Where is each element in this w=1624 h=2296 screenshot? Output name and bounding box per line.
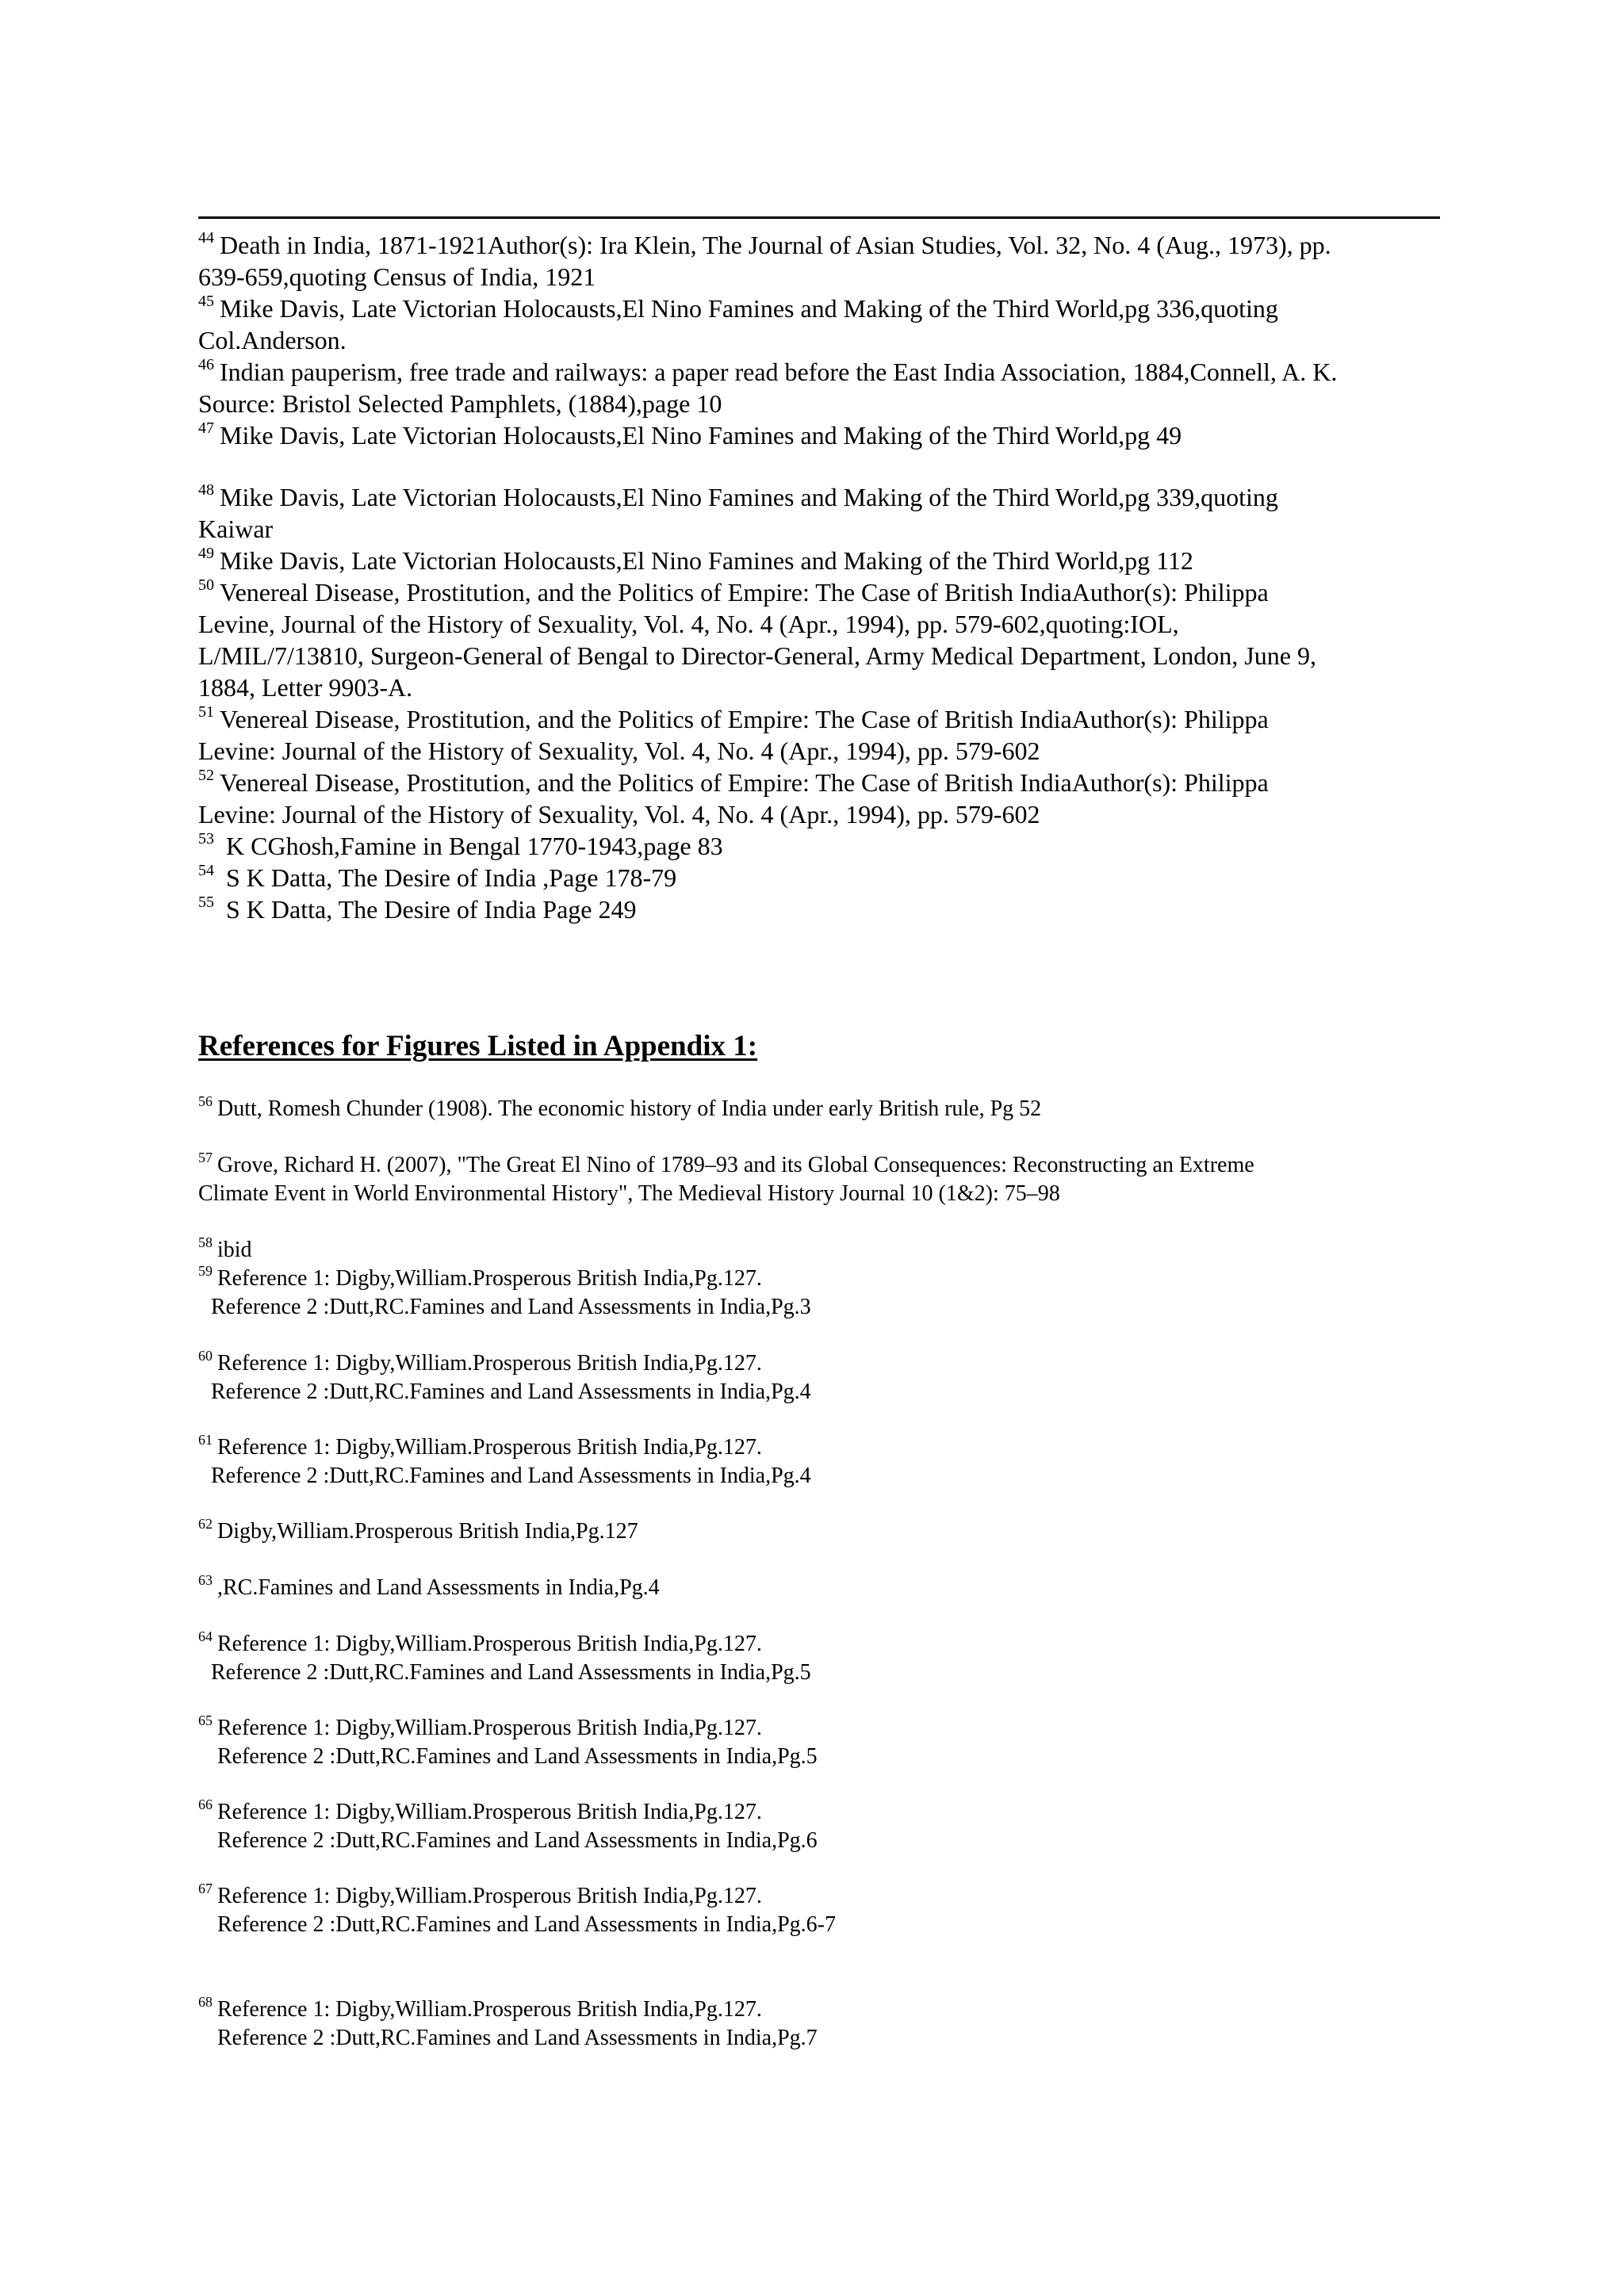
footnote-text: Venereal Disease, Prostitution, and the Politics of Empire: The Case of British IndiaAuthor(s): Philippa: [220, 768, 1269, 797]
reference-text: Reference 2 :Dutt,RC.Famines and Land Assessments in India,Pg.5: [217, 1744, 818, 1769]
reference-56: [198, 1095, 1467, 1123]
footnote-number: 53: [198, 830, 214, 848]
footnote-52: [198, 767, 1467, 830]
reference-57: [198, 1151, 1467, 1208]
reference-58: [198, 1236, 1467, 1265]
footnote-number: 45: [198, 293, 214, 310]
footnote-45: [198, 293, 1467, 356]
reference-text: Reference 1: Digby,William.Prosperous British India,Pg.127.: [217, 1435, 762, 1460]
footnote-53: [198, 830, 1467, 862]
footnote-49: [198, 545, 1467, 576]
reference-65: [198, 1714, 1467, 1771]
footnote-50: [198, 576, 1467, 703]
reference-number: 64: [198, 1628, 213, 1644]
footnote-text: S K Datta, The Desire of India Page 249: [220, 895, 637, 924]
references-heading: References for Figures Listed in Appendix 1:: [198, 1030, 758, 1062]
footnote-text: Levine: Journal of the History of Sexuality, Vol. 4, No. 4 (Apr., 1994), pp. 579-602: [198, 800, 1040, 828]
reference-text: Reference 1: Digby,William.Prosperous British India,Pg.127.: [217, 1884, 762, 1908]
reference-text: ,RC.Famines and Land Assessments in India,Pg.4: [217, 1575, 660, 1600]
footnote-text: Mike Davis, Late Victorian Holocausts,El Nino Famines and Making of the Third World,pg 112: [220, 546, 1193, 575]
footnote-number: 48: [198, 481, 214, 499]
footnote-text: Levine: Journal of the History of Sexuality, Vol. 4, No. 4 (Apr., 1994), pp. 579-602: [198, 737, 1040, 765]
footnote-number: 51: [198, 703, 214, 721]
footnote-text: Levine, Journal of the History of Sexuality, Vol. 4, No. 4 (Apr., 1994), pp. 579-602,quoting:IOL,: [198, 610, 1179, 638]
reference-number: 61: [198, 1432, 213, 1448]
reference-63: [198, 1574, 1467, 1602]
footnote-54: [198, 862, 1467, 894]
footnote-text: Venereal Disease, Prostitution, and the Politics of Empire: The Case of British IndiaAuthor(s): Philippa: [220, 705, 1269, 733]
footnote-text: L/MIL/7/13810, Surgeon-General of Bengal to Director-General, Army Medical Department, London, June 9,: [198, 641, 1316, 670]
reference-62: [198, 1517, 1467, 1546]
reference-text: Reference 2 :Dutt,RC.Famines and Land Assessments in India,Pg.4: [211, 1464, 811, 1488]
footnote-text: 639-659,quoting Census of India, 1921: [198, 262, 596, 291]
reference-number: 58: [198, 1234, 213, 1250]
footnote-number: 55: [198, 894, 214, 911]
reference-number: 56: [198, 1093, 213, 1109]
reference-text: Reference 1: Digby,William.Prosperous British India,Pg.127.: [217, 1716, 762, 1740]
footnote-number: 54: [198, 862, 214, 879]
reference-text: Reference 2 :Dutt,RC.Famines and Land Assessments in India,Pg.5: [211, 1660, 811, 1685]
reference-text: Climate Event in World Environmental History", The Medieval History Journal 10 (1&2): 75–98: [198, 1181, 1060, 1206]
footnote-separator-rule: [198, 216, 1440, 219]
footnote-number: 46: [198, 356, 214, 373]
footnote-text: Source: Bristol Selected Pamphlets, (1884),page 10: [198, 389, 722, 418]
reference-60: [198, 1349, 1467, 1406]
reference-number: 62: [198, 1516, 213, 1532]
footnote-46: [198, 356, 1467, 419]
reference-64: [198, 1630, 1467, 1687]
footnote-text: Indian pauperism, free trade and railways: a paper read before the East India Association, 1884,Connell, A. K.: [220, 358, 1338, 386]
reference-number: 60: [198, 1348, 213, 1364]
reference-text: Reference 1: Digby,William.Prosperous British India,Pg.127.: [217, 1632, 762, 1656]
footnote-51: [198, 703, 1467, 767]
reference-61: [198, 1433, 1467, 1490]
reference-text: Reference 1: Digby,William.Prosperous British India,Pg.127.: [217, 1351, 762, 1376]
reference-text: Reference 2 :Dutt,RC.Famines and Land Assessments in India,Pg.4: [211, 1380, 811, 1404]
reference-number: 65: [198, 1712, 213, 1728]
footnote-48: [198, 481, 1467, 545]
reference-number: 67: [198, 1881, 213, 1896]
footnote-text: Mike Davis, Late Victorian Holocausts,El Nino Famines and Making of the Third World,pg 339,quoting: [220, 483, 1278, 511]
footnote-55: [198, 894, 1467, 925]
reference-59: [198, 1265, 1467, 1322]
footnote-44: [198, 229, 1467, 293]
reference-68: [198, 1996, 1467, 2053]
reference-text: Reference 2 :Dutt,RC.Famines and Land Assessments in India,Pg.3: [211, 1295, 811, 1319]
reference-number: 68: [198, 1994, 213, 2010]
footnote-number: 49: [198, 545, 214, 562]
footnote-text: Venereal Disease, Prostitution, and the Politics of Empire: The Case of British IndiaAuthor(s): Philippa: [220, 578, 1269, 607]
reference-66: [198, 1798, 1467, 1855]
footnote-number: 50: [198, 576, 214, 594]
reference-number: 63: [198, 1572, 213, 1588]
footnote-number: 52: [198, 767, 214, 784]
reference-text: Grove, Richard H. (2007), "The Great El Nino of 1789–93 and its Global Consequences: Reconstructing an Extreme: [217, 1153, 1254, 1177]
reference-text: Reference 2 :Dutt,RC.Famines and Land Assessments in India,Pg.6: [217, 1828, 818, 1853]
reference-67: [198, 1882, 1467, 1939]
footnote-number: 47: [198, 419, 214, 437]
reference-text: ibid: [217, 1238, 252, 1262]
footnote-text: Mike Davis, Late Victorian Holocausts,El Nino Famines and Making of the Third World,pg 336,quoting: [220, 294, 1278, 323]
footnote-text: K CGhosh,Famine in Bengal 1770-1943,page 83: [220, 832, 723, 860]
footnote-text: Mike Davis, Late Victorian Holocausts,El Nino Famines and Making of the Third World,pg 49: [220, 421, 1182, 450]
reference-text: Reference 1: Digby,William.Prosperous British India,Pg.127.: [217, 1266, 762, 1291]
reference-number: 59: [198, 1263, 213, 1279]
footnote-text: 1884, Letter 9903-A.: [198, 673, 413, 702]
reference-text: Reference 2 :Dutt,RC.Famines and Land Assessments in India,Pg.7: [217, 2026, 818, 2050]
reference-text: Reference 1: Digby,William.Prosperous British India,Pg.127.: [217, 1800, 762, 1824]
footnote-text: Kaiwar: [198, 515, 274, 543]
reference-text: Digby,William.Prosperous British India,Pg.127: [217, 1519, 638, 1544]
reference-text: Reference 1: Digby,William.Prosperous British India,Pg.127.: [217, 1997, 762, 2022]
reference-number: 66: [198, 1797, 213, 1812]
footnote-text: S K Datta, The Desire of India ,Page 178-79: [220, 863, 677, 892]
footnote-47: [198, 419, 1467, 451]
footnote-text: Death in India, 1871-1921Author(s): Ira Klein, The Journal of Asian Studies, Vol. 32, No. 4 (Aug., 1973), pp.: [220, 231, 1331, 259]
footnote-text: Col.Anderson.: [198, 326, 347, 354]
reference-text: Dutt, Romesh Chunder (1908). The economic history of India under early British rule, Pg 52: [217, 1096, 1042, 1121]
footnote-number: 44: [198, 229, 214, 247]
reference-number: 57: [198, 1150, 213, 1165]
reference-text: Reference 2 :Dutt,RC.Famines and Land Assessments in India,Pg.6-7: [217, 1912, 836, 1937]
